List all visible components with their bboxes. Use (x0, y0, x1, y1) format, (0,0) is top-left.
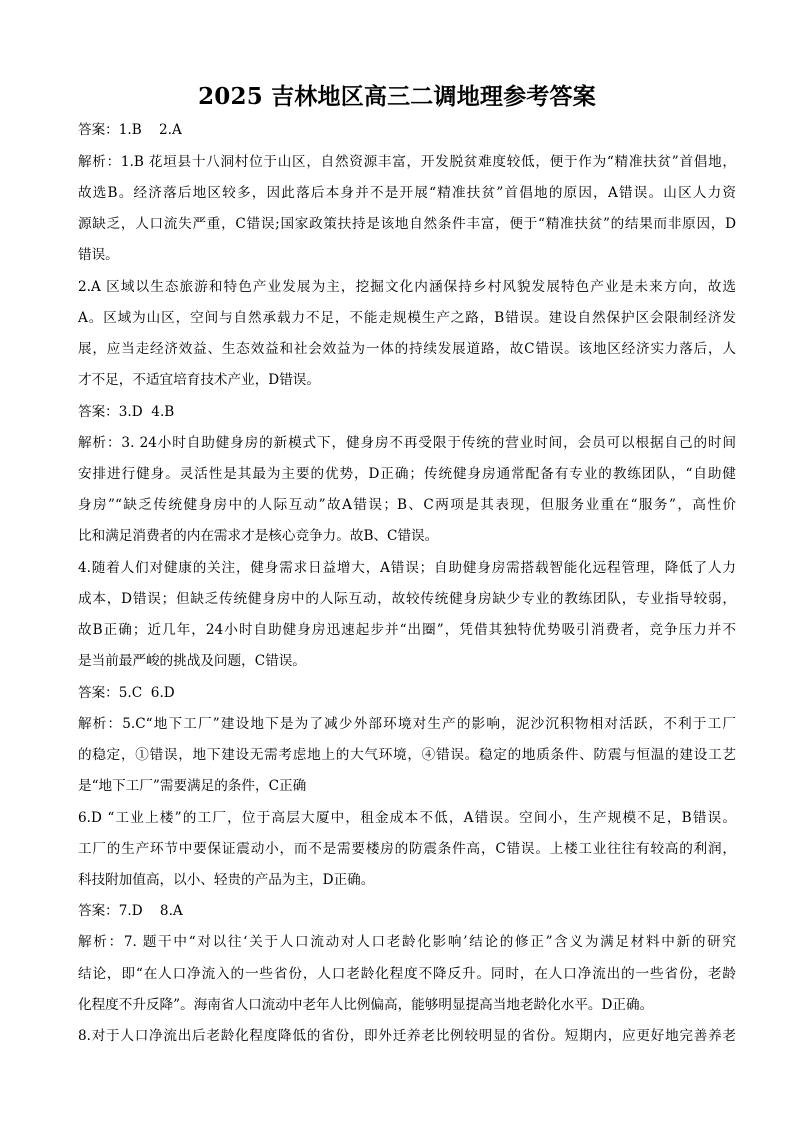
answer-line: 答案：7.D 8.A (78, 903, 183, 920)
explanation-line: 展，应当走经济效益、生态效益和社会效益为一体的持续发展道路，故C错误。该地区经济实力落后，人 (78, 341, 736, 358)
explanation-line: 的稳定，①错误，地下建设无需考虑地上的大气环境，④错误。稳定的地质条件、防震与恒温的建设工艺 (78, 747, 736, 764)
answer-section (78, 115, 736, 396)
explanation-line: 源缺乏，人口流失严重，C错误;国家政策扶持是该地自然条件丰富，便于“精准扶贫”的结果而非原因，D (78, 216, 736, 233)
explanation-line: 比和满足消费者的内在需求才是核心竞争力。故B、C错误。 (78, 528, 439, 545)
explanation-line: 化程度不升反降”。海南省人口流动中老年人比例偏高，能够明显提高当地老龄化水平。D正确。 (78, 996, 654, 1013)
explanation-line: 故选B。经济落后地区较多，因此落后本身并不是开展“精准扶贫”首倡地的原因，A错误。山区人力资 (78, 184, 736, 201)
explanation-line: A。区域为山区，空间与自然承载力不足，不能走规模生产之路，B错误。建设自然保护区会限制经济发 (78, 309, 736, 326)
explanation-line: 解析：7. 题干中“对以往‘关于人口流动对人口老龄化影响’结论的修正”含义为满足材料中新的研究 (78, 934, 736, 951)
explanation-line: 才不足，不适宜培育技术产业，D错误。 (78, 372, 320, 389)
answer-section (78, 397, 736, 678)
answer-section (78, 678, 736, 897)
explanation-line: 错误。 (78, 247, 119, 264)
explanation-line: 工厂的生产环节中要保证震动小，而不是需要楼房的防震条件高，C错误。上楼工业往往有较高的利润， (78, 840, 736, 857)
explanation-line: 解析：5.C“地下工厂”建设地下是为了减少外部环境对生产的影响，泥沙沉积物相对活跃，不利于工厂 (78, 715, 736, 732)
explanation-line: 身房”“缺乏传统健身房中的人际互动”故A错误；B、C两项是其表现，但服务业重在“服务”，高性价 (78, 497, 736, 514)
explanation-line: 6.D “工业上楼”的工厂，位于高层大厦中，租金成本不低，A错误。空间小，生产规模不足，B错误。 (78, 809, 736, 826)
explanation-line: 科技附加值高，以小、轻贵的产品为主，D正确。 (78, 872, 375, 889)
answer-line: 答案：1.B 2.A (78, 122, 182, 139)
answer-line: 答案：5.C 6.D (78, 684, 175, 701)
document-title: 2025 吉林地区高三二调地理参考答案 (198, 83, 596, 110)
explanation-line: 成本，D错误；但缺乏传统健身房中的人际互动，故较传统健身房缺少专业的教练团队，专业指导较弱， (78, 590, 736, 607)
explanation-line: 8.对于人口净流出后老龄化程度降低的省份，即外迁养老比例较明显的省份。短期内，应更好地完善养老 (78, 1028, 736, 1045)
explanation-line: 安排进行健身。灵活性是其最为主要的优势，D正确；传统健身房通常配备有专业的教练团队，“自助健 (78, 465, 736, 482)
explanation-line: 是“地下工厂”需要满足的条件，C正确 (78, 778, 307, 795)
explanation-line: 解析：3. 24小时自助健身房的新模式下，健身房不再受限于传统的营业时间，会员可以根据自己的时间 (78, 434, 736, 451)
answer-section (78, 896, 736, 1052)
explanation-line: 故B正确；近几年，24小时自助健身房迅速起步并“出圈”，凭借其独特优势吸引消费者，竞争压力并不 (78, 622, 736, 639)
explanation-line: 结论，即“在人口净流入的一些省份，人口老龄化程度不降反升。同时，在人口净流出的一些省份，老龄 (78, 965, 736, 982)
explanation-line: 2.A 区域以生态旅游和特色产业发展为主，挖掘文化内涵保持乡村风貌发展特色产业是未来方向，故选 (78, 278, 736, 295)
explanation-line: 4.随着人们对健康的关注，健身需求日益增大，A错误；自助健身房需搭载智能化远程管理，降低了人力 (78, 559, 736, 576)
explanation-line: 是当前最严峻的挑战及问题，C错误。 (78, 653, 306, 670)
document-body (78, 115, 736, 1052)
answer-line: 答案：3.D 4.B (78, 403, 175, 420)
explanation-line: 解析：1.B 花垣县十八洞村位于山区，自然资源丰富，开发脱贫难度较低，便于作为“精准扶贫”首倡地， (78, 153, 736, 170)
